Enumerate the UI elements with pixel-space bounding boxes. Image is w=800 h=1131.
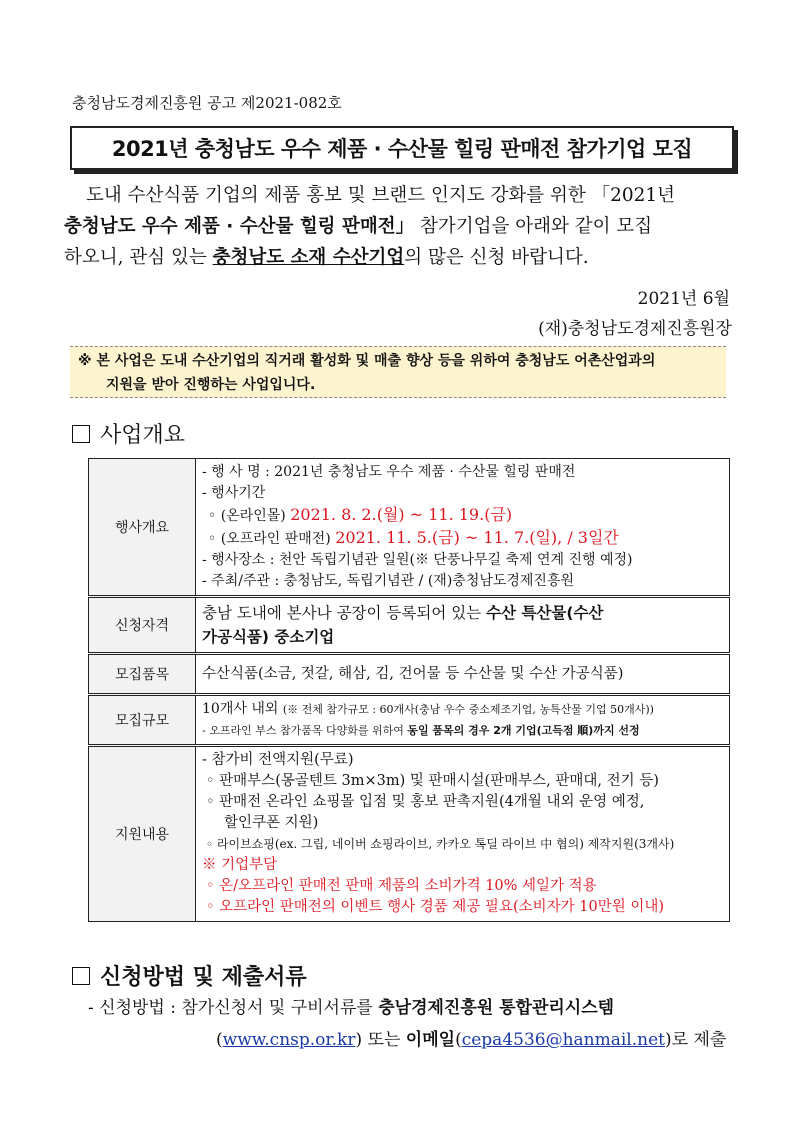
support-line-1: - 참가비 전액지원(무료): [202, 752, 354, 768]
intro-line-3-a: 하오니, 관심 있는: [64, 247, 213, 268]
section-heading-application-text: 신청방법 및 제출서류: [100, 965, 307, 990]
website-link[interactable]: www.cnsp.or.kr: [222, 1030, 356, 1050]
online-label: ◦ (온라인몰): [208, 508, 291, 524]
method-line-2: [88, 1024, 726, 1056]
table-row-qualify: [89, 597, 730, 654]
scale-line-1: [202, 699, 723, 720]
method-line-1-a: - 신청방법 : 참가신청서 및 구비서류를: [88, 998, 379, 1018]
intro-line-2-rest: 참가기업을 아래와 같이 모집: [414, 216, 653, 237]
overview-table: [88, 458, 730, 922]
funding-note: [70, 346, 726, 398]
support-line-6: ※ 기업부담: [202, 857, 278, 873]
email-label: 이메일: [405, 1030, 456, 1050]
checkbox-icon: [72, 425, 90, 443]
row-content-support: [196, 746, 730, 922]
method-line-2-b: ) 또는: [355, 1030, 406, 1050]
section-heading-application: [72, 960, 307, 991]
row-header-event: 행사개요: [89, 459, 196, 597]
row-content-scale: [196, 695, 730, 746]
table-row-items: [89, 654, 730, 695]
support-line-8: ◦ 오프라인 판매전의 이벤트 행사 경품 제공 필요(소비자가 10만원 이내): [206, 899, 664, 915]
section-heading-overview-text: 사업개요: [100, 423, 186, 448]
support-line-5: ◦ 라이브쇼핑(ex. 그립, 네이버 쇼핑라이브, 카카오 톡딜 라이브 中 협의) 제작지원(3개사): [206, 837, 675, 851]
online-period: [202, 504, 723, 527]
event-name: - 행 사 명 : 2021년 충청남도 우수 제품 · 수산물 힐링 판매전: [202, 464, 576, 480]
online-date: 2021. 8. 2.(월) ~ 11. 19.(금): [290, 505, 513, 524]
target-region-emphasis: 충청남도 소재 수산기업: [212, 247, 405, 268]
table-row-event: [89, 459, 730, 597]
scale-line-2: [202, 720, 723, 741]
row-header-qualify: 신청자격: [89, 597, 196, 654]
support-line-2: ◦ 판매부스(몽골텐트 3m×3m) 및 판매시설(판매부스, 판매대, 전기 등): [206, 773, 659, 789]
method-paren-open: (: [216, 1030, 223, 1050]
offline-period: [202, 527, 723, 550]
event-host: - 주최/주관 : 충청남도, 독립기념관 / (재)충청남도경제진흥원: [202, 573, 575, 589]
offline-date: 2021. 11. 5.(금) ~ 11. 7.(일), / 3일간: [335, 528, 619, 547]
funding-note-line-2: 지원을 받아 진행하는 사업입니다.: [106, 377, 316, 393]
support-line-7: ◦ 온/오프라인 판매전 판매 제품의 소비가격 10% 세일가 적용: [206, 878, 597, 894]
checkbox-icon: [72, 967, 90, 985]
page-title: [70, 126, 734, 170]
row-header-support: 지원내용: [89, 746, 196, 922]
qualify-line-1-a: 충남 도내에 본사나 공장이 등록되어 있는: [202, 604, 487, 622]
event-period-label: - 행사기간: [202, 485, 266, 501]
intro-line-1: 도내 수산식품 기업의 제품 홍보 및 브랜드 인지도 강화를 위한 「2021년: [86, 185, 676, 206]
table-row-support: [89, 746, 730, 922]
issuer-org: (재)충청남도경제진흥원장: [538, 319, 732, 339]
scale-line-2-b: 동일 품목의 경우 2개 기업(고득점 順)까지 선정: [407, 724, 640, 737]
row-header-scale: 모집규모: [89, 695, 196, 746]
intro-line-3-c: 의 많은 신청 바랍니다.: [404, 247, 589, 268]
intro-line-3: [64, 242, 736, 273]
qualify-line-1: [202, 601, 723, 625]
offline-label: ◦ (오프라인 판매전): [208, 531, 336, 547]
email-link[interactable]: cepa4536@hanmail.net: [461, 1030, 665, 1050]
row-content-items: 수산식품(소금, 젓갈, 해삼, 김, 건어물 등 수산물 및 수산 가공식품): [196, 654, 730, 695]
row-header-items: 모집품목: [89, 654, 196, 695]
method-paren-open-2: (: [455, 1030, 462, 1050]
intro-paragraph: [64, 180, 736, 273]
notice-number: 충청남도경제진흥원 공고 제2021-082호: [72, 94, 342, 112]
scale-line-2-a: - 오프라인 부스 참가품목 다양화를 위하여: [202, 724, 408, 737]
event-place: - 행사장소 : 천안 독립기념관 일원(※ 단풍나무길 축제 연계 진행 예정): [202, 552, 633, 568]
method-line-1: [88, 992, 726, 1024]
page-title-text: 2021년 충청남도 우수 제품 · 수산물 힐링 판매전 참가기업 모집: [111, 137, 693, 161]
row-content-qualify: [196, 597, 730, 654]
scale-line-1-b: (※ 전체 참가규모 : 60개사(충남 우수 중소제조기업, 농특산물 기업 50개사)): [282, 703, 654, 716]
notice-date: 2021년 6월: [637, 289, 730, 309]
event-name-bold: 충청남도 우수 제품 · 수산물 힐링 판매전」: [64, 216, 415, 237]
qualify-line-2: 가공식품) 중소기업: [202, 628, 335, 646]
table-row-scale: [89, 695, 730, 746]
section-heading-overview: [72, 418, 185, 449]
method-system-name: 충남경제진흥원 통합관리시스템: [378, 998, 615, 1018]
scale-line-1-a: 10개사 내외: [202, 701, 283, 717]
method-line-2-e: )로 제출: [665, 1030, 727, 1050]
row-content-event: [196, 459, 730, 597]
intro-line-2: [64, 211, 736, 242]
qualify-line-1-b: 수산 특산물(수산: [486, 604, 604, 622]
application-method: [88, 992, 726, 1056]
support-line-4: 할인쿠폰 지원): [224, 815, 319, 831]
funding-note-line-1: ※ 본 사업은 도내 수산기업의 직거래 활성화 및 매출 향상 등을 위하여 충청남도 어촌산업과의: [78, 353, 656, 369]
support-line-3: ◦ 판매전 온라인 쇼핑몰 입점 및 홍보 판촉지원(4개월 내외 운영 예정,: [206, 794, 645, 810]
